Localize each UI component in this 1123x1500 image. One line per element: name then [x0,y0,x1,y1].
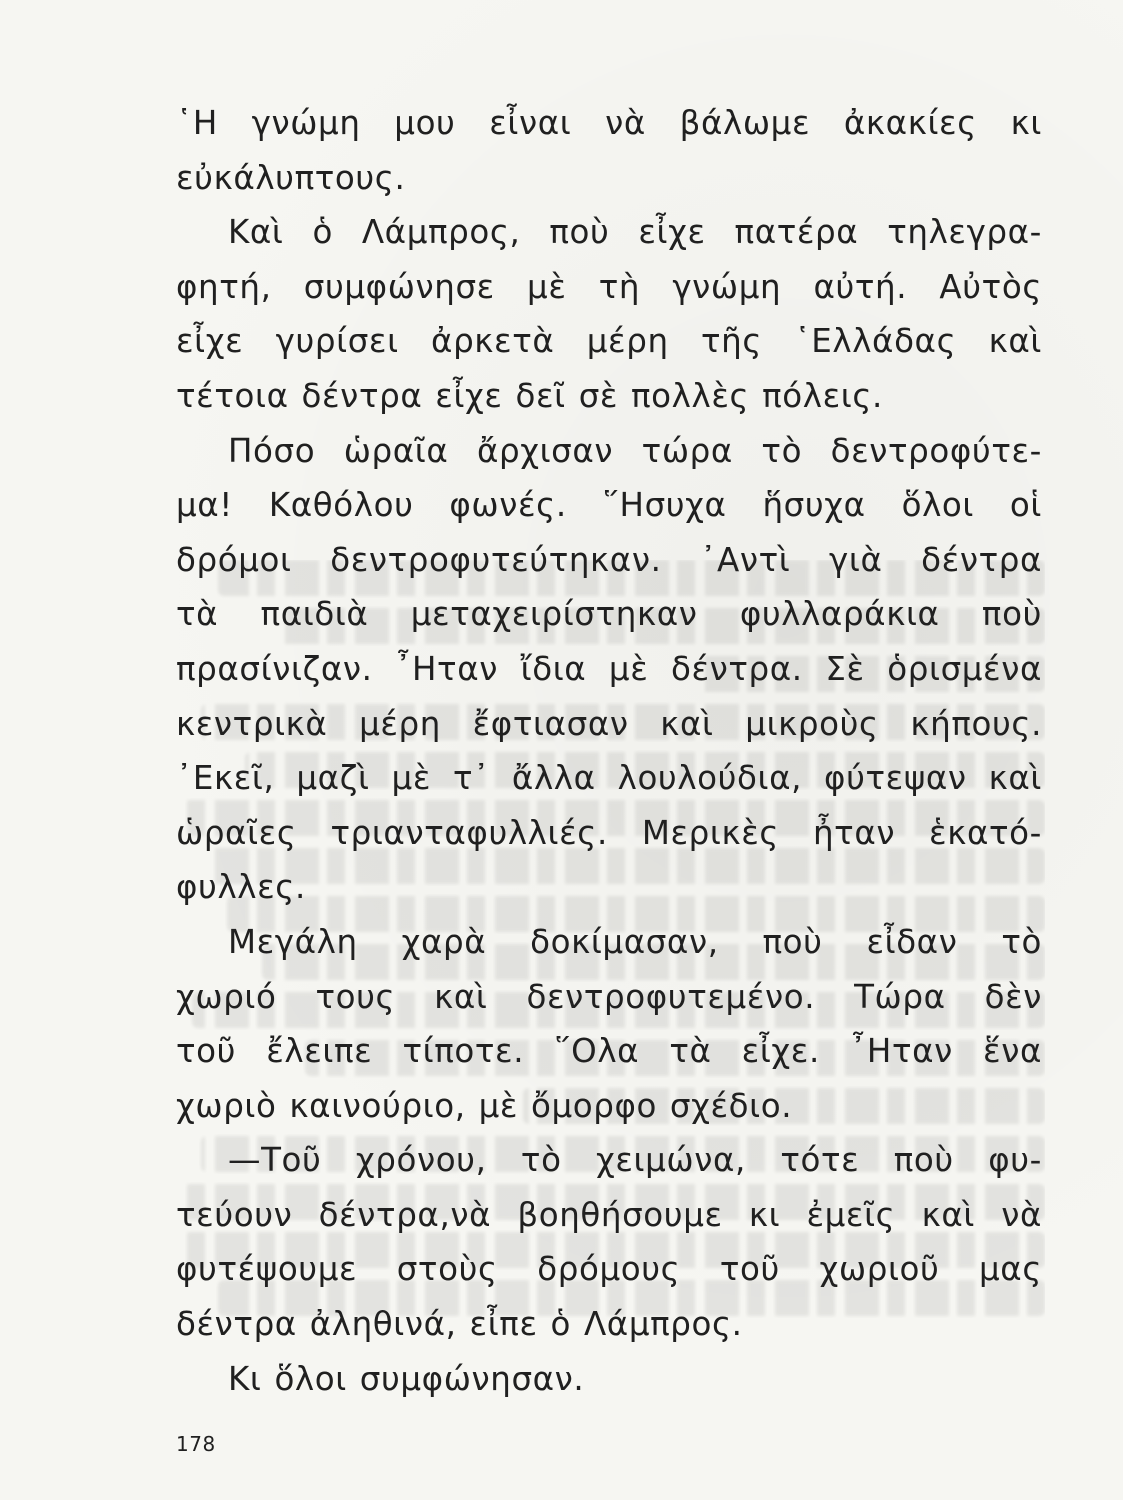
text-line: Κι ὅλοι συμφώνησαν. [228,1359,585,1398]
text-line: εὐκάλυπτους. [176,158,406,197]
text-line: φυτέψουμε στοὺς δρόμους τοῦ χωριοῦ μας [176,1250,1042,1289]
text-line: δρόμοι δεντροφυτεύτηκαν. ᾿Αντὶ γιὰ δέντρα [176,540,1042,579]
text-line: ῾Η γνώμη μου εἶναι νὰ βάλωμε ἀκακίες κι [176,104,1042,142]
text-line: χωριὸ καινούριο, μὲ ὄμορφο σχέδιο. [176,1086,793,1125]
text-line: χωριό τους καὶ δεντροφυτεμένο. Τώρα δὲν [176,977,1042,1016]
text-line: τεύουν δέντρα,νὰ βοηθήσουμε κι ἐμεῖς καὶ νὰ [176,1195,1042,1234]
body-text [176,96,1042,1406]
text-line: τοῦ ἔλειπε τίποτε. ῞Ολα τὰ εἶχε. ῏Ηταν ἕνα [176,1032,1042,1071]
text-line: —Τοῦ χρόνου, τὸ χειμώνα, τότε ποὺ φυ- [228,1141,1042,1180]
text-line: τέτοια δέντρα εἶχε δεῖ σὲ πολλὲς πόλεις. [176,376,883,415]
text-line: μα! Καθόλου φωνές. ῞Ησυχα ἥσυχα ὅλοι οἱ [176,486,1042,525]
text-line: φυλλες. [176,868,306,907]
text-line: ᾿Εκεῖ, μαζὶ μὲ τ᾿ ἄλλα λουλούδια, φύτεψαν καὶ [176,759,1042,798]
text-line: τὰ παιδιὰ μεταχειρίστηκαν φυλλαράκια ποὺ [176,595,1042,634]
text-line: κεντρικὰ μέρη ἔφτιασαν καὶ μικροὺς κήπους. [176,704,1042,743]
text-line: Πόσο ὡραῖα ἄρχισαν τώρα τὸ δεντροφύτε- [228,431,1042,470]
text-line: πρασίνιζαν. ῏Ηταν ἴδια μὲ δέντρα. Σὲ ὁρισμένα [176,649,1042,688]
text-line: Μεγάλη χαρὰ δοκίμασαν, ποὺ εἶδαν τὸ [228,922,1042,961]
text-line: Καὶ ὁ Λάμπρος, ποὺ εἶχε πατέρα τηλεγρα- [228,213,1042,252]
text-line: δέντρα ἀληθινά, εἶπε ὁ Λάμπρος. [176,1305,743,1344]
text-line: ὡραῖες τριανταφυλλιές. Μερικὲς ἦταν ἑκατό- [176,813,1042,852]
text-line: εἶχε γυρίσει ἀρκετὰ μέρη τῆς ῾Ελλάδας καὶ [176,322,1042,361]
page-number: 178 [176,1432,216,1456]
text-line: φητή, συμφώνησε μὲ τὴ γνώμη αὐτή. Αὐτὸς [176,267,1042,306]
